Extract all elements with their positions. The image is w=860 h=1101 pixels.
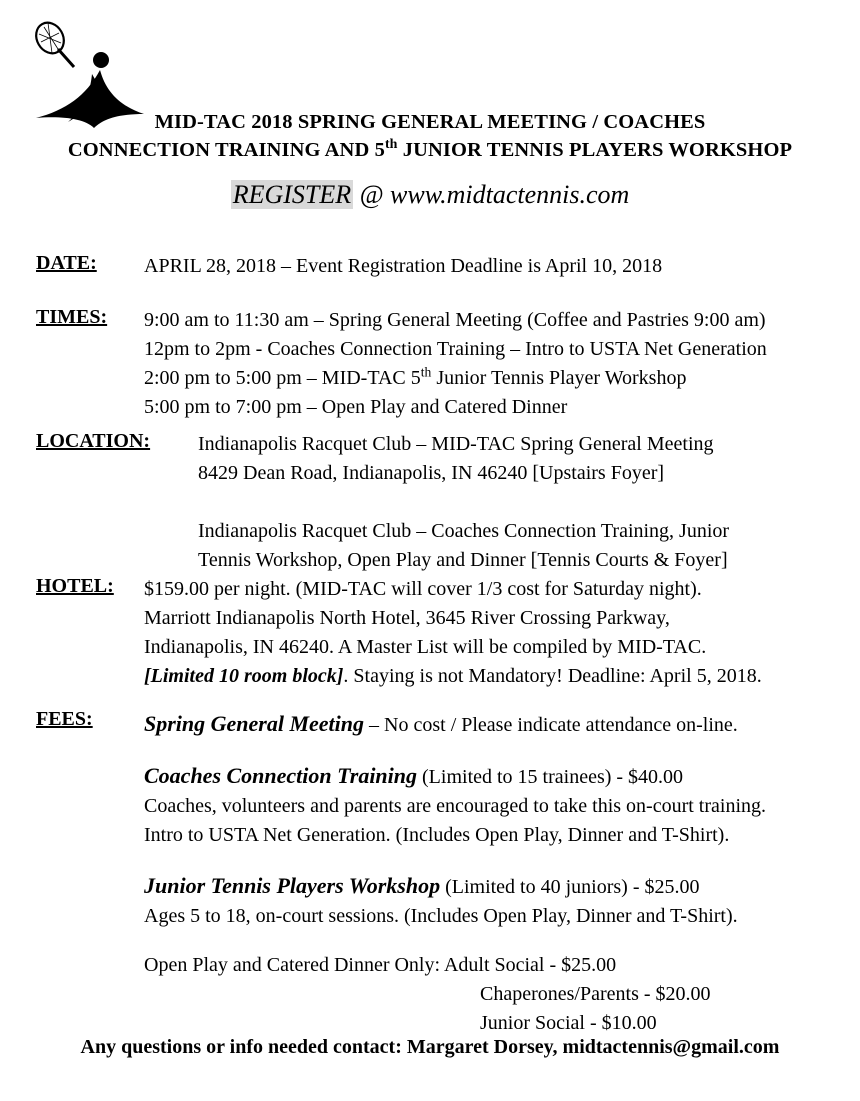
date-label: DATE: (36, 252, 97, 274)
fee-item-coaches-training (144, 760, 766, 850)
fee-coaches-line-3: Intro to USTA Net Generation. (Includes Open Play, Dinner and T-Shirt). (144, 824, 730, 846)
open-play-line-2 (144, 980, 766, 1009)
location-line-1: Indianapolis Racquet Club – MID-TAC Spring General Meeting (198, 433, 714, 455)
register-website-link[interactable]: www.midtactennis.com (390, 180, 630, 209)
times-ordinal-suffix: th (420, 364, 432, 380)
hotel-line-4 (144, 662, 762, 691)
times-line-4: 5:00 pm to 7:00 pm – Open Play and Catered Dinner (144, 396, 568, 418)
times-line-1: 9:00 am to 11:30 am – Spring General Meeting (Coffee and Pastries 9:00 am) (144, 309, 766, 331)
open-play-line-1 (144, 951, 766, 980)
fee-coaches-heading-line (144, 760, 766, 792)
register-highlight: REGISTER (232, 180, 352, 209)
hotel-line-1: $159.00 per night. (MID-TAC will cover 1/3 cost for Saturday night). (144, 578, 702, 600)
location-line-4: Tennis Workshop, Open Play and Dinner [Tennis Courts & Foyer] (198, 549, 728, 571)
times-line-2: 12pm to 2pm - Coaches Connection Training – Intro to USTA Net Generation (144, 338, 767, 360)
hotel-line-2: Marriott Indianapolis North Hotel, 3645 River Crossing Parkway, (144, 607, 670, 629)
hotel-line-4-rest: . Staying is not Mandatory! Deadline: April 5, 2018. (343, 665, 762, 687)
fee-general-meeting-title: Spring General Meeting (144, 711, 365, 736)
page-title (0, 108, 860, 165)
fee-coaches-price: (Limited to 15 trainees) - $40.00 (417, 766, 684, 788)
location-line-3: Indianapolis Racquet Club – Coaches Connection Training, Junior (198, 520, 730, 542)
fee-junior-price: (Limited to 40 juniors) - $25.00 (440, 876, 700, 898)
fee-junior-line-2: Ages 5 to 18, on-court sessions. (Includes Open Play, Dinner and T-Shirt). (144, 905, 738, 927)
date-value: APRIL 28, 2018 – Event Registration Deadline is April 10, 2018 (144, 255, 663, 277)
register-callout (0, 180, 860, 210)
times-value (144, 306, 767, 422)
fees-value (144, 708, 766, 1038)
open-play-label: Open Play and Catered Dinner Only: (144, 954, 444, 976)
title-ordinal-suffix: th (384, 137, 398, 153)
open-play-adult-price: Adult Social - $25.00 (443, 954, 617, 976)
fee-junior-title: Junior Tennis Players Workshop (144, 873, 441, 898)
racquet-icon (31, 18, 74, 67)
open-play-chaperone-price: Chaperones/Parents - $20.00 (480, 983, 711, 1005)
times-line-3-part-a: 2:00 pm to 5:00 pm – MID-TAC 5 (144, 367, 421, 389)
location-value (198, 430, 729, 575)
fee-coaches-title: Coaches Connection Training (144, 763, 418, 788)
location-label: LOCATION: (36, 430, 151, 452)
hotel-label: HOTEL: (36, 575, 114, 597)
title-line-2-part-b: JUNIOR TENNIS PLAYERS WORKSHOP (397, 139, 793, 162)
fee-item-open-play-dinner (144, 951, 766, 1038)
hotel-value (144, 575, 762, 691)
fees-label: FEES: (36, 708, 93, 730)
title-line-2-part-a: CONNECTION TRAINING AND 5 (67, 139, 385, 162)
fee-general-meeting-detail: – No cost / Please indicate attendance on-line. (364, 714, 738, 736)
register-at: @ (353, 180, 391, 209)
hotel-room-block-note: [Limited 10 room block] (144, 665, 344, 687)
times-line-3 (144, 364, 767, 393)
title-line-2 (0, 136, 860, 164)
fee-junior-heading-line (144, 870, 766, 902)
times-line-3-part-b: Junior Tennis Player Workshop (431, 367, 687, 389)
fee-item-junior-workshop (144, 870, 766, 931)
times-label: TIMES: (36, 306, 108, 328)
location-line-2: 8429 Dean Road, Indianapolis, IN 46240 [Upstairs Foyer] (198, 462, 665, 484)
hotel-line-3: Indianapolis, IN 46240. A Master List will be compiled by MID-TAC. (144, 636, 707, 658)
fee-coaches-line-2: Coaches, volunteers and parents are encouraged to take this on-court training. (144, 795, 767, 817)
contact-footer: Any questions or info needed contact: Margaret Dorsey, midtactennis@gmail.com (80, 1036, 780, 1058)
open-play-junior-price: Junior Social - $10.00 (480, 1012, 657, 1034)
open-play-line-3 (144, 1009, 766, 1038)
title-line-1: MID-TAC 2018 SPRING GENERAL MEETING / COACHES (154, 111, 706, 133)
fee-item-general-meeting (144, 708, 766, 740)
